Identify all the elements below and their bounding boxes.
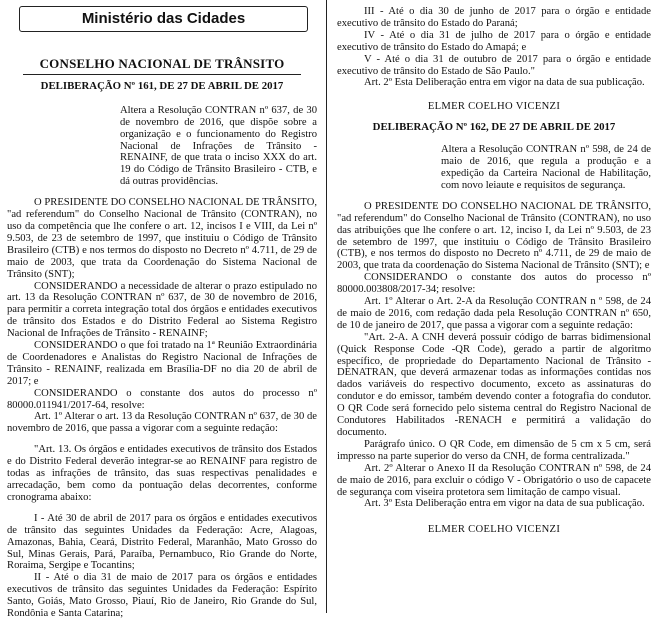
deliberation-162-ementa: Altera a Resolução CONTRAN nº 598, de 24 de maio de 2016, que regula a produção e a expedição da Carteira Nacional de Habilitação, com novo leiaute e requisitos de segurança. (441, 144, 651, 191)
deliberation-161-item-i: I - Até 30 de abril de 2017 para os órgãos e entidades executivos de trânsito das seguintes Unidades da Federação: Acre, Alagoas, Amazonas, Bahia, Ceará, Distrito Federal, Maranhão, Mato Grosso do Sul, Minas Gerais, Pará, Paraíba, Pernambuco, Rio Grande do Norte, Roraima, Sergipe e Tocantins; (7, 512, 317, 572)
deliberation-161-item-iv: IV - Até o dia 31 de julho de 2017 para o órgão e entidade executivo de trânsito do Estado do Amapá; e (337, 29, 651, 53)
deliberation-161-item-v: V - Até o dia 31 de outubro de 2017 para o órgão e entidade executivo de trânsito do Estado de São Paulo." (337, 53, 651, 77)
deliberation-162-art-3: Art. 3º Esta Deliberação entra em vigor na data de sua publicação. (364, 498, 645, 510)
deliberation-162-considerando: CONSIDERANDO o constante dos autos do processo nº 80000.003808/2017-34; resolve: (337, 272, 651, 296)
council-rule (23, 74, 301, 75)
deliberation-161-considerando-3: CONSIDERANDO o constante dos autos do processo nº 80000.011941/2017-64, resolve: (7, 387, 317, 411)
deliberation-162-art-2: Art. 2º Alterar o Anexo II da Resolução CONTRAN nº 598, de 24 de maio de 2016, para excluir o código V - Obrigatório o uso de capacete de segurança com viseira protetora sem limitação de campo visual. (337, 462, 651, 498)
deliberation-162-signature: ELMER COELHO VICENZI (427, 524, 561, 536)
deliberation-162-preamble: O PRESIDENTE DO CONSELHO NACIONAL DE TRÂNSITO, "ad referendum" do Conselho Nacional de Trânsito (CONTRAN), no uso das atribuições que lhe confere o art. 12, inciso I, da Lei nº 9.503, de 23 de setembro de 1997, que instituiu o Código de Trânsito Brasileiro (CTB), e nos termos do disposto no Decreto nº 4.711, de 29 de maio de 2003, que trata da coordenação do Sistema Nacional de Trânsito (SNT); e (337, 200, 651, 272)
left-column (0, 0, 323, 620)
deliberation-162-title: DELIBERAÇÃO Nº 162, DE 27 DE ABRIL DE 2017 (372, 121, 616, 134)
deliberation-161-art-1: Art. 1º Alterar o art. 13 da Resolução CONTRAN nº 637, de 30 de novembro de 2016, que passa a vigorar com a seguinte redação: (7, 411, 317, 435)
deliberation-162-art-2a-text: "Art. 2-A. A CNH deverá possuir código de barras bidimensional (Quick Response Code -QR Code), gerado a partir de algoritmo específico, de propriedade do Departamento Nacional de Trânsito -DENATRAN, que deverá armazenar todas as informações contidas nos dados variáveis do respectivo documento, exceto as assinaturas do condutor e do emissor, também devendo conter a fotografia do condutor. O QR Code será fornecido pelo sistema central do Registro Nacional de Condutores Habilitados -RENACH e permitirá a validação do documento. (337, 331, 651, 438)
deliberation-161-ementa: Altera a Resolução CONTRAN nº 637, de 30 de novembro de 2016, que dispõe sobre a organização e o funcionamento do Registro Nacional de Infrações de Trânsito - RENAINF, de que trata o inciso XXX do art. 19 do Código de Trânsito Brasileiro - CTB, e dá outras providências. (120, 104, 317, 188)
ministry-title: Ministério das Cidades (81, 10, 246, 28)
deliberation-161-signature: ELMER COELHO VICENZI (427, 101, 561, 113)
deliberation-161-item-ii: II - Até o dia 31 de maio de 2017 para os órgãos e entidades executivos de trânsito das seguintes Unidades da Federação: Espírito Santo, Goiás, Mato Grosso, Piauí, Rio de Janeiro, Rio Grande do Sul, Rondônia e Santa Catarina; (7, 572, 317, 620)
deliberation-161-considerando-2: CONSIDERANDO o que foi tratado na 1ª Reunião Extraordinária de Coordenadores e Analistas do Registro Nacional de Infrações de Trânsito - RENAINF, realizada em Brasília-DF no dia 20 de abril de 2017; e (7, 340, 317, 387)
column-divider (326, 0, 327, 613)
deliberation-161-title: DELIBERAÇÃO Nº 161, DE 27 DE ABRIL DE 2017 (40, 79, 284, 92)
deliberation-162-art-1: Art. 1º Alterar o Art. 2-A da Resolução CONTRAN n º 598, de 24 de maio de 2016, com redação dada pela Resolução CONTRAN nº 650, de 10 de janeiro de 2017, que passa a vigorar com a seguinte redação: (337, 296, 651, 331)
right-column (332, 0, 657, 536)
ministry-header (19, 6, 308, 32)
deliberation-161-preamble: O PRESIDENTE DO CONSELHO NACIONAL DE TRÂNSITO, "ad referendum" do Conselho Nacional de Trânsito (CONTRAN), no uso da competência que lhe confere o art. 12, incisos I e VIII, da Lei nº 9.503, de 23 de setembro de 1997, que instituiu o Código de Trânsito Brasileiro (CTB) e nos termos do disposto no Decreto nº 4.711, de 29 de maio de 2003, que trata da Coordenação do Sistema Nacional de Trânsito (SNT); (7, 197, 317, 280)
deliberation-161-considerando-1: CONSIDERANDO a necessidade de alterar o prazo estipulado no art. 13 da Resolução CONTRAN nº 637, de 30 de novembro de 2016, para permitir a correta integração total dos órgãos e entidades executivos de trânsito dos Estados e do Distrito Federal ao Sistema Registro Nacional de Infrações de Trânsito - RENAINF; (7, 280, 317, 340)
deliberation-161-item-iii: III - Até o dia 30 de junho de 2017 para o órgão e entidade executivo de trânsito do Estado do Paraná; (337, 6, 651, 29)
deliberation-161-art-13-text: "Art. 13. Os órgãos e entidades executivos de trânsito dos Estados e do Distrito Federal deverão integrar-se ao RENAINF para registro de todas as infrações de trânsito, das suas respectivas penalidades e arrecadação, bem como da pontuação delas decorrentes, conforme cronograma abaixo: (7, 444, 317, 503)
deliberation-161-art-2: Art. 2º Esta Deliberação entra em vigor na data de sua publicação. (364, 77, 645, 89)
council-heading: CONSELHO NACIONAL DE TRÂNSITO (39, 56, 285, 71)
deliberation-162-paragrafo-unico: Parágrafo único. O QR Code, em dimensão de 5 cm x 5 cm, será impresso na parte superior do verso da CNH, de forma centralizada." (337, 438, 651, 462)
